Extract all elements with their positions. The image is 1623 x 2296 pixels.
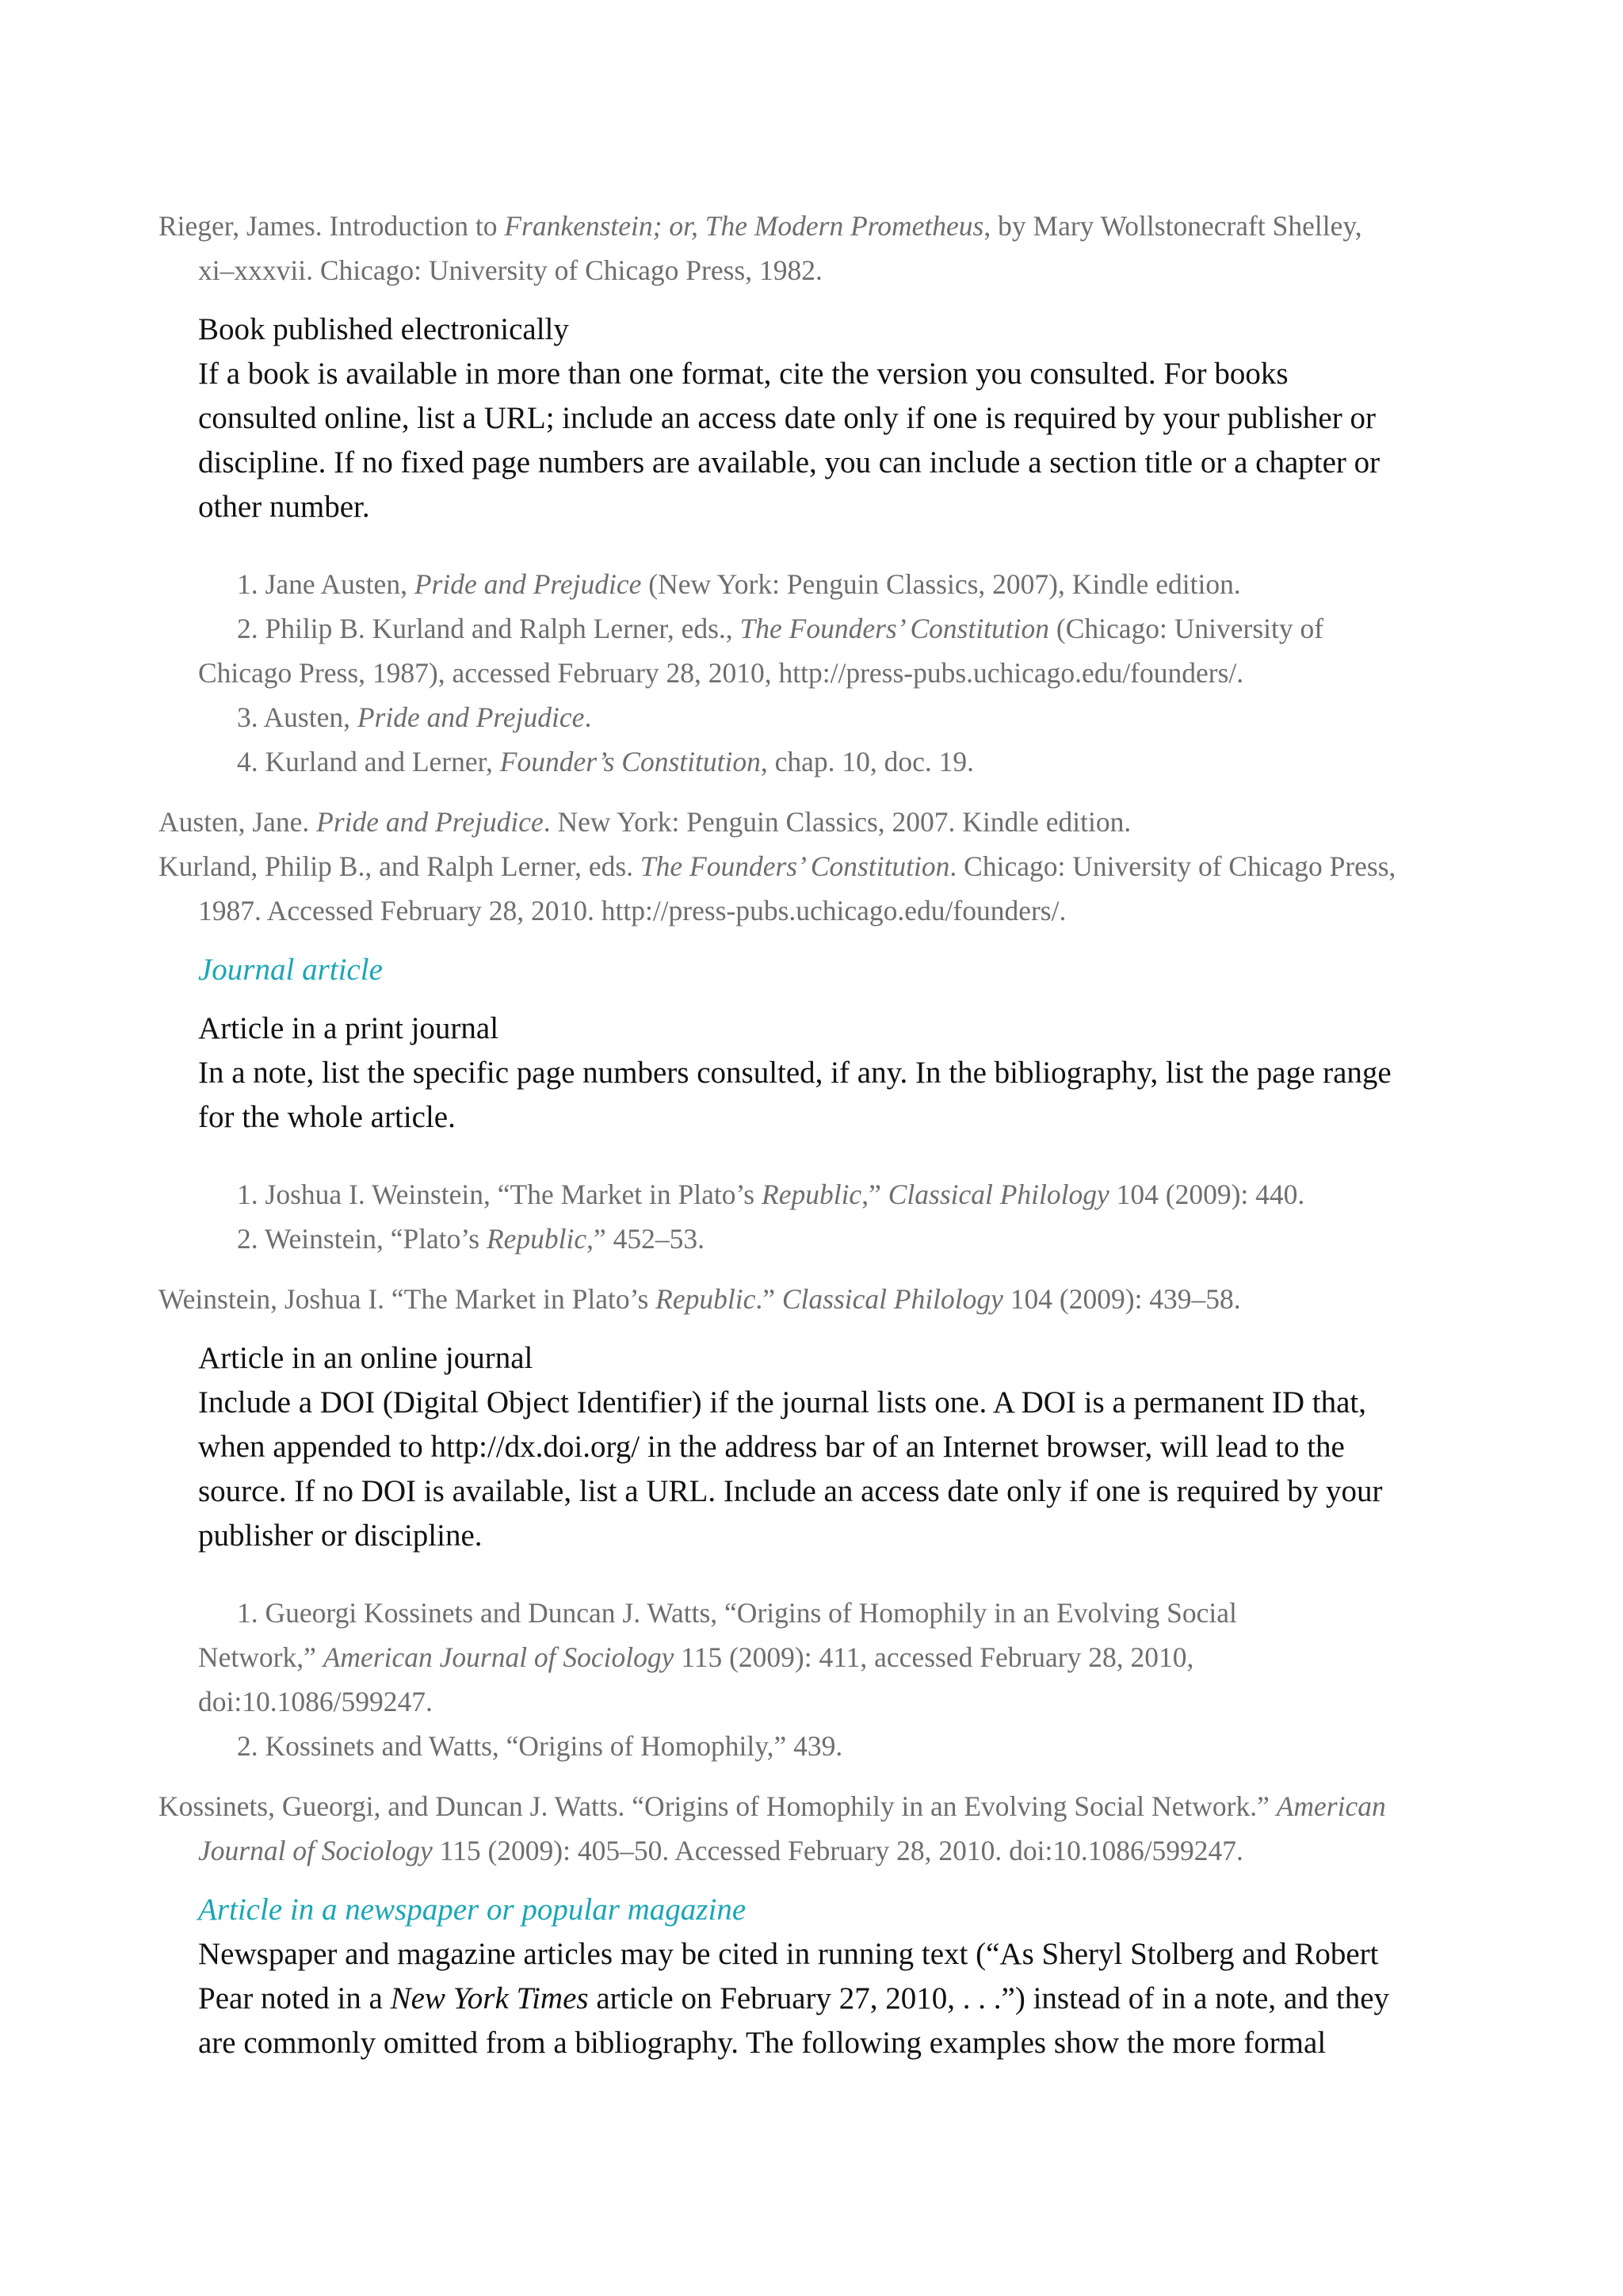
note-1-cont bbox=[198, 1641, 1194, 1673]
note-2 bbox=[237, 615, 1323, 644]
bib-entry-kossinets-cont bbox=[198, 1837, 1243, 1866]
book-title: Pride and Prejudice bbox=[316, 806, 544, 838]
bib-text: , by Mary Wollstonecraft Shelley, bbox=[983, 210, 1362, 242]
journal-title: Classical Philology bbox=[888, 1179, 1109, 1210]
note-1 bbox=[237, 568, 1241, 600]
note-text: 2. Philip B. Kurland and Ralph Lerner, eds., bbox=[237, 613, 740, 644]
paragraph-line: source. If no DOI is available, list a URL. Include an access date only if one is required by your bbox=[198, 1474, 1383, 1508]
bib-text: . New York: Penguin Classics, 2007. Kindle edition. bbox=[543, 806, 1132, 838]
bib-text: Kurland, Philip B., and Ralph Lerner, eds. bbox=[158, 850, 640, 882]
note-2-cont: Chicago Press, 1987), accessed February 28, 2010, http://press-pubs.uchicago.edu/founders/. bbox=[198, 657, 1244, 689]
book-title: The Founders’ Constitution bbox=[640, 850, 950, 882]
bib-text: . Chicago: University of Chicago Press, bbox=[949, 850, 1396, 882]
bib-text: Austen, Jane. bbox=[158, 806, 317, 838]
paragraph-line: other number. bbox=[198, 490, 370, 524]
note-text: 1. Jane Austen, bbox=[237, 568, 414, 600]
note-text: . bbox=[584, 701, 592, 733]
paragraph-line: consulted online, list a URL; include an access date only if one is required by your publisher or bbox=[198, 401, 1376, 435]
book-title: The Founders’ Constitution bbox=[739, 613, 1050, 644]
publication-title: New York Times bbox=[390, 1981, 589, 2015]
note-text: (Chicago: University of bbox=[1049, 613, 1324, 644]
journal-title: Journal of Sociology bbox=[198, 1835, 433, 1866]
note-2: 2. Kossinets and Watts, “Origins of Homophily,” 439. bbox=[237, 1730, 843, 1762]
paragraph-line bbox=[198, 1983, 1389, 2014]
bib-entry-kurland bbox=[158, 850, 1396, 882]
book-title: Pride and Prejudice bbox=[357, 701, 585, 733]
paragraph-line: for the whole article. bbox=[198, 1100, 456, 1134]
note-text: 1. Joshua I. Weinstein, “The Market in Plato’s bbox=[237, 1179, 762, 1210]
bib-text: Weinstein, Joshua I. “The Market in Plato’s bbox=[158, 1283, 656, 1315]
bib-text: Kossinets, Gueorgi, and Duncan J. Watts. “Origins of Homophily in an Evolving Social Network.” bbox=[158, 1790, 1277, 1822]
journal-title: American Journal of Sociology bbox=[323, 1641, 674, 1673]
note-text: , chap. 10, doc. 19. bbox=[760, 746, 974, 777]
paragraph-line: Include a DOI (Digital Object Identifier) if the journal lists one. A DOI is a permanent ID that, bbox=[198, 1385, 1366, 1419]
bib-entry-austen bbox=[158, 808, 1131, 837]
section-heading-journal: Journal article bbox=[198, 953, 383, 987]
work-title: Republic bbox=[486, 1223, 587, 1255]
work-title: Republic bbox=[762, 1179, 862, 1210]
note-3 bbox=[237, 701, 592, 733]
paragraph-text: Pear noted in a bbox=[198, 1981, 391, 2015]
bib-text: 104 (2009): 439–58. bbox=[1002, 1283, 1241, 1315]
note-text: ,” 452–53. bbox=[586, 1223, 705, 1255]
paragraph-line: discipline. If no fixed page numbers are available, you can include a section title or a chapter or bbox=[198, 445, 1381, 479]
bib-entry-rieger-cont: xi–xxxvii. Chicago: University of Chicago Press, 1982. bbox=[198, 254, 823, 286]
note-text: 2. Weinstein, “Plato’s bbox=[237, 1223, 487, 1255]
paragraph-text: article on February 27, 2010, . . .”) instead of in a note, and they bbox=[588, 1981, 1390, 2015]
paragraph-line: In a note, list the specific page numbers consulted, if any. In the bibliography, list the page range bbox=[198, 1056, 1392, 1090]
bib-text: .” bbox=[755, 1283, 782, 1315]
note-1 bbox=[237, 1181, 1304, 1209]
paragraph-line: If a book is available in more than one format, cite the version you consulted. For books bbox=[198, 357, 1289, 391]
subheading-online-journal: Article in an online journal bbox=[198, 1341, 533, 1375]
note-1-cont: doi:10.1086/599247. bbox=[198, 1686, 433, 1717]
note-text: Network,” bbox=[198, 1641, 323, 1673]
bib-entry-weinstein bbox=[158, 1283, 1241, 1315]
note-1: 1. Gueorgi Kossinets and Duncan J. Watts, “Origins of Homophily in an Evolving Social bbox=[237, 1597, 1237, 1629]
paragraph-line: are commonly omitted from a bibliography. The following examples show the more formal bbox=[198, 2026, 1327, 2060]
paragraph-line: when appended to http://dx.doi.org/ in the address bar of an Internet browser, will lead to the bbox=[198, 1430, 1345, 1464]
bib-text: 115 (2009): 405–50. Accessed February 28, 2010. doi:10.1086/599247. bbox=[432, 1835, 1243, 1866]
bib-entry-kossinets bbox=[158, 1790, 1386, 1822]
note-text: 104 (2009): 440. bbox=[1109, 1179, 1305, 1210]
note-4 bbox=[237, 748, 974, 777]
note-2 bbox=[237, 1225, 705, 1254]
note-text: 115 (2009): 411, accessed February 28, 2010, bbox=[674, 1641, 1194, 1673]
book-title: Frankenstein; or, The Modern Prometheus bbox=[504, 210, 984, 242]
book-title: Pride and Prejudice bbox=[414, 568, 642, 600]
note-text: 3. Austen, bbox=[237, 701, 357, 733]
bib-entry-kurland-cont: 1987. Accessed February 28, 2010. http://press-pubs.uchicago.edu/founders/. bbox=[198, 895, 1067, 926]
subheading-print-journal: Article in a print journal bbox=[198, 1011, 499, 1045]
journal-title: Classical Philology bbox=[781, 1283, 1003, 1315]
subheading-ebook: Book published electronically bbox=[198, 312, 569, 346]
book-title: Founder’s Constitution bbox=[499, 746, 761, 777]
journal-title: American bbox=[1276, 1790, 1386, 1822]
note-text: (New York: Penguin Classics, 2007), Kindle edition. bbox=[641, 568, 1241, 600]
paragraph-line: publisher or discipline. bbox=[198, 1519, 483, 1553]
note-text: ,” bbox=[861, 1179, 888, 1210]
section-heading-newspaper: Article in a newspaper or popular magazine bbox=[198, 1893, 747, 1927]
bib-text: Rieger, James. Introduction to bbox=[158, 210, 505, 242]
work-title: Republic bbox=[655, 1283, 756, 1315]
paragraph-line: Newspaper and magazine articles may be cited in running text (“As Sheryl Stolberg and Robert bbox=[198, 1937, 1379, 1971]
note-text: 4. Kurland and Lerner, bbox=[237, 746, 500, 777]
bib-entry-rieger bbox=[158, 212, 1362, 241]
